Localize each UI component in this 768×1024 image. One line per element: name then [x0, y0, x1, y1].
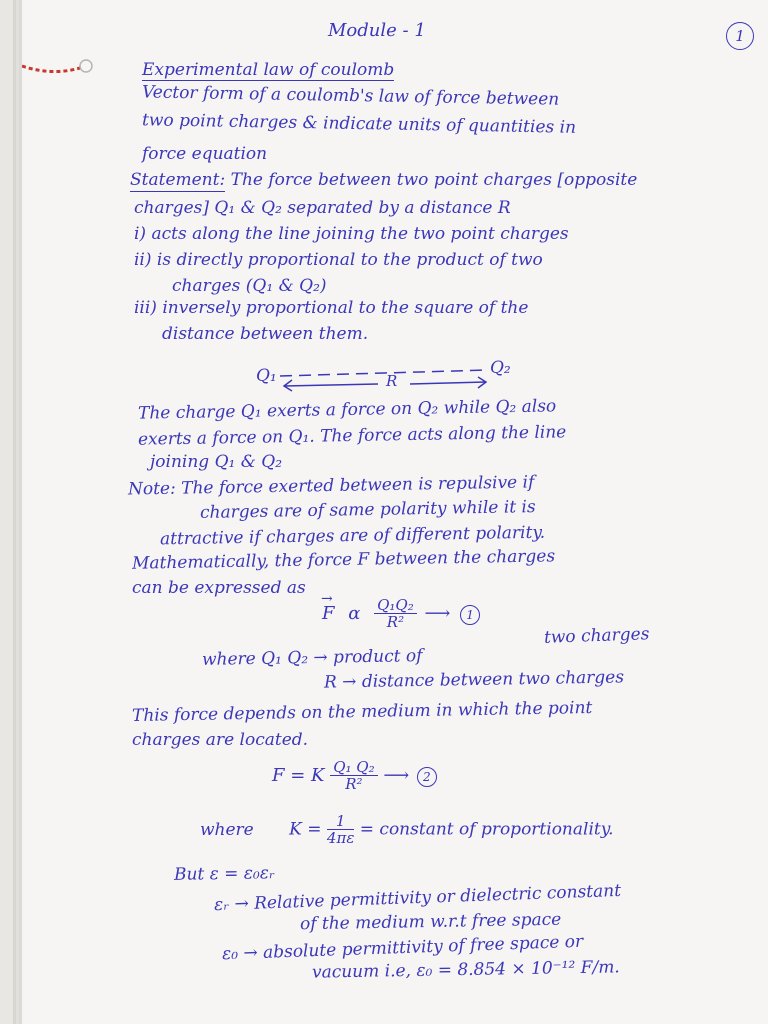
binding-thread	[22, 58, 102, 80]
equation-tag-2: 2	[417, 767, 437, 787]
eq3-numerator: 1	[327, 814, 354, 830]
list-item: ii) is directly proportional to the product of two	[134, 250, 543, 270]
text-line: This force depends on the medium in which the point	[131, 697, 593, 727]
equation-1	[322, 598, 480, 630]
text-line: force equation	[142, 144, 268, 164]
eq3-rest: = constant of proportionality.	[359, 819, 614, 840]
charge-q2-label: Q₂	[490, 358, 511, 378]
equation-tag-1: 1	[460, 605, 480, 625]
text-line: exerts a force on Q₁. The force acts along the line	[137, 422, 567, 450]
charge-diagram	[250, 360, 550, 400]
charge-q1-label: Q₁	[256, 366, 277, 386]
text-line: charges are of same polarity while it is	[199, 497, 536, 523]
topic-heading: Experimental law of coulomb	[142, 60, 395, 80]
statement-line	[130, 172, 637, 189]
text-line: two point charges & indicate units of quantities in	[141, 110, 577, 138]
eq1-denominator: R²	[386, 613, 405, 631]
arrow-icon: ⟶	[383, 765, 410, 786]
text-line: attractive if charges are of different polarity.	[159, 522, 546, 550]
text-line: distance between them.	[162, 324, 369, 344]
proportional-symbol: α	[348, 603, 361, 624]
text-line: can be expressed as	[132, 578, 306, 598]
text-line: charges (Q₁ & Q₂)	[172, 276, 327, 296]
eq2-denominator: R²	[345, 775, 363, 793]
text-line: charges] Q₁ & Q₂ separated by a distance R	[134, 198, 511, 218]
module-title: Module - 1	[328, 20, 426, 41]
text-line: εᵣ → Relative permittivity or dielectric constant	[213, 880, 622, 916]
eq3-k: K =	[289, 819, 322, 840]
list-item: i) acts along the line joining the two point charges	[134, 224, 569, 244]
text-line: vacuum i.e, ε₀ = 8.854 × 10⁻¹² F/m.	[311, 957, 620, 983]
text-line: charges are located.	[132, 730, 309, 750]
eq2-lhs: F = K	[272, 765, 325, 786]
eq3-fraction	[327, 814, 354, 846]
list-item: iii) inversely proportional to the square of the	[134, 298, 529, 318]
text-line: Vector form of a coulomb's law of force between	[141, 82, 560, 110]
text-line: two charges	[543, 624, 650, 648]
note-line: Note: The force exerted between is repulsive if	[127, 472, 535, 500]
text-line: joining Q₁ & Q₂	[150, 452, 283, 472]
text-line: where Q₁ Q₂ → product of	[201, 646, 423, 670]
eq3-denominator: 4πε	[326, 829, 355, 847]
force-vector-f: → F	[322, 605, 335, 623]
arrow-icon: ⟶	[424, 603, 451, 624]
eq2-fraction	[330, 760, 377, 792]
where-label: where	[200, 819, 254, 840]
text-line: ε₀ → absolute permittivity of free space or	[221, 931, 584, 965]
distance-r-label: R	[386, 372, 398, 390]
statement-text: The force between two point charges [opposite	[230, 170, 638, 190]
text-line: Mathematically, the force F between the charges	[131, 546, 556, 574]
eq1-numerator: Q₁Q₂	[374, 598, 417, 614]
page-number: 1	[726, 22, 754, 50]
equation-3	[200, 814, 613, 846]
text-line: R → distance between two charges	[323, 667, 625, 693]
text-line: The charge Q₁ exerts a force on Q₂ while Q₂ also	[137, 396, 557, 424]
equation-2	[272, 760, 437, 792]
eq1-fraction	[374, 598, 417, 630]
text-line: But ε = ε₀εᵣ	[173, 863, 275, 885]
statement-label: Statement:	[130, 170, 226, 190]
eq2-numerator: Q₁ Q₂	[330, 760, 377, 776]
text-line: of the medium w.r.t free space	[299, 909, 562, 935]
